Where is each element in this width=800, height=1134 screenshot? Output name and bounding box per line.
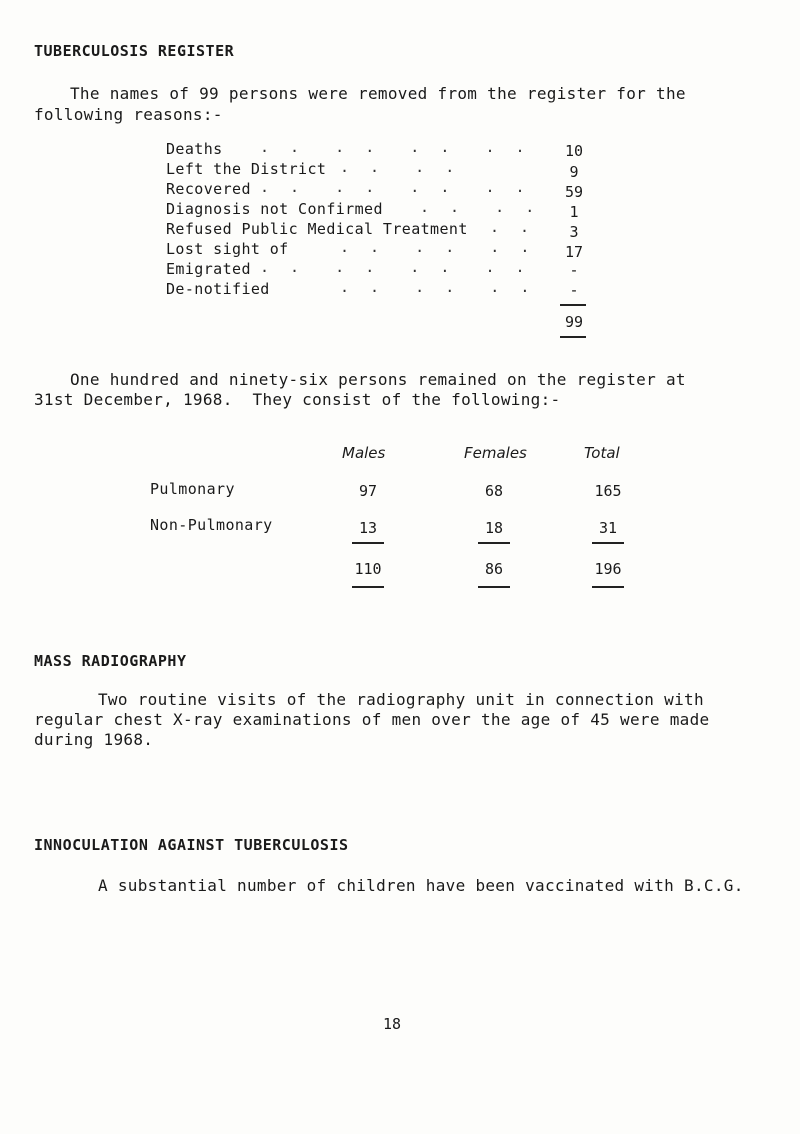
reason-count: -: [569, 261, 579, 279]
reason-count: -: [569, 281, 579, 299]
page-number: 18: [383, 1015, 402, 1033]
mass-line-1: Two routine visits of the radiography unit in connection with: [98, 690, 704, 709]
removal-total: 99: [564, 313, 584, 331]
reason-label: Refused Public Medical Treatment: [166, 220, 468, 238]
subtotal-rule: [478, 542, 510, 544]
total-males: 110: [354, 560, 382, 578]
reason-label: Recovered: [166, 180, 251, 198]
leader-dots: . . . . . .: [340, 278, 536, 296]
innoculation-line-1: A substantial number of children have been vaccinated with B.C.G.: [98, 876, 744, 895]
cell-females: 68: [484, 482, 504, 500]
leader-dots: . . . . . .: [340, 238, 536, 256]
leader-dots: . . . .: [340, 158, 461, 176]
cell-females: 18: [484, 519, 504, 537]
subtotal-rule: [592, 542, 624, 544]
cell-total: 31: [598, 519, 618, 537]
total-all: 196: [594, 560, 622, 578]
col-header-females: Females: [464, 444, 527, 462]
reason-count: 9: [569, 163, 579, 181]
reason-count: 1: [569, 203, 579, 221]
total-rule: [352, 586, 384, 588]
register-heading: TUBERCULOSIS REGISTER: [34, 42, 235, 60]
col-header-males: Males: [342, 444, 386, 462]
reason-count: 17: [564, 243, 584, 261]
intro-line-2: following reasons:-: [34, 105, 223, 124]
reason-label: Left the District: [166, 160, 327, 178]
subtotal-rule: [352, 542, 384, 544]
cell-total: 165: [594, 482, 622, 500]
remain-line-1: One hundred and ninety-six persons remained on the register at: [70, 370, 686, 389]
total-rule-bottom: [560, 336, 586, 338]
total-rule: [478, 586, 510, 588]
mass-line-3: during 1968.: [34, 730, 154, 749]
reason-count: 10: [564, 142, 584, 160]
leader-dots: . . . . . . . .: [260, 178, 531, 196]
cell-males: 97: [358, 482, 378, 500]
row-label-non-pulmonary: Non-Pulmonary: [150, 516, 273, 534]
mass-line-2: regular chest X-ray examinations of men over the age of 45 were made: [34, 710, 710, 729]
leader-dots: . . . . . . . .: [260, 138, 531, 156]
reason-count: 59: [564, 183, 584, 201]
reason-label: Diagnosis not Confirmed: [166, 200, 383, 218]
reason-count: 3: [569, 223, 579, 241]
total-females: 86: [484, 560, 504, 578]
reason-label: Deaths: [166, 140, 223, 158]
remain-line-2: 31st December, 1968. They consist of the following:-: [34, 390, 561, 409]
row-label-pulmonary: Pulmonary: [150, 480, 235, 498]
col-header-total: Total: [584, 444, 620, 462]
leader-dots: . . . .: [420, 198, 541, 216]
reason-label: Emigrated: [166, 260, 251, 278]
cell-males: 13: [358, 519, 378, 537]
total-rule-top: [560, 304, 586, 306]
reason-label: De-notified: [166, 280, 270, 298]
innoculation-heading: INNOCULATION AGAINST TUBERCULOSIS: [34, 836, 349, 854]
leader-dots: . . . . . . . .: [260, 258, 531, 276]
mass-radiography-heading: MASS RADIOGRAPHY: [34, 652, 187, 670]
intro-line-1: The names of 99 persons were removed from the register for the: [70, 84, 686, 103]
total-rule: [592, 586, 624, 588]
leader-dots: . .: [490, 218, 536, 236]
reason-label: Lost sight of: [166, 240, 289, 258]
